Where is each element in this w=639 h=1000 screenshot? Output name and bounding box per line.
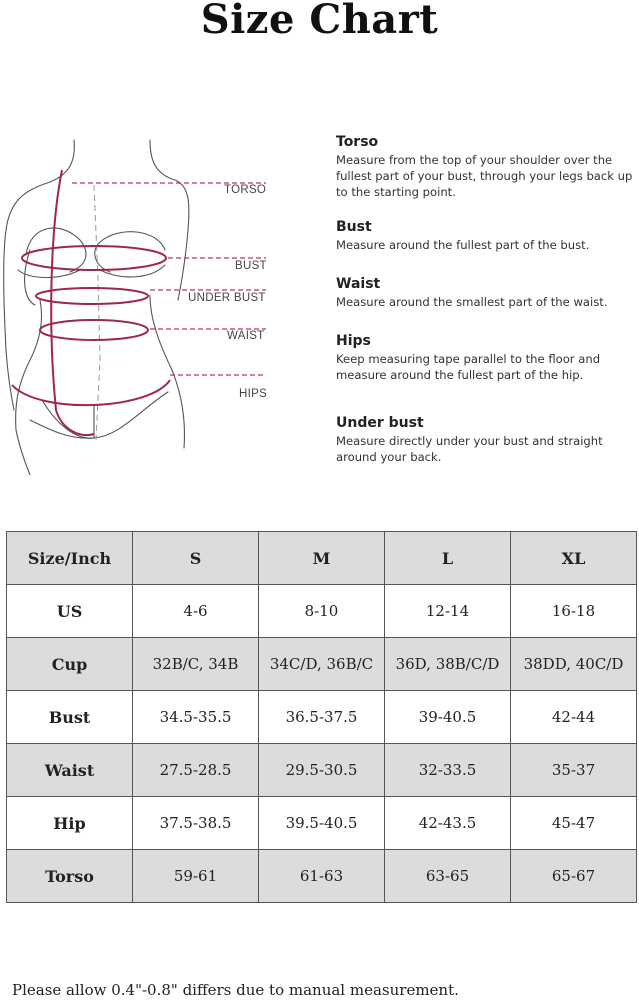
table-cell: 8-10: [259, 585, 385, 638]
table-cell: 4-6: [133, 585, 259, 638]
table-cell: 38DD, 40C/D: [511, 638, 637, 691]
table-cell: 34C/D, 36B/C: [259, 638, 385, 691]
table-row: [7, 638, 637, 691]
table-cell: 29.5-30.5: [259, 744, 385, 797]
hips-description: [336, 333, 636, 383]
table-cell: 63-65: [385, 850, 511, 903]
hips-heading: Hips: [336, 333, 371, 349]
guide-lines: [72, 183, 266, 375]
hips-text: Keep measuring tape parallel to the floor and measure around the fullest part of the hip.: [336, 352, 601, 382]
row-label: Torso: [7, 850, 133, 903]
center-line: [94, 185, 100, 440]
under-bust-loop: [36, 288, 148, 304]
measurement-note: Please allow 0.4"-0.8" differs due to manual measurement.: [12, 981, 459, 999]
under-bust-label: UNDER BUST: [188, 292, 266, 304]
table-cell: 16-18: [511, 585, 637, 638]
waist-heading: Waist: [336, 276, 381, 292]
row-label: Bust: [7, 691, 133, 744]
table-cell: 32-33.5: [385, 744, 511, 797]
bust-text: Measure around the fullest part of the bust.: [336, 238, 590, 252]
table-row: [7, 850, 637, 903]
torso-description: [336, 134, 636, 200]
table-cell: 37.5-38.5: [133, 797, 259, 850]
table-cell: 65-67: [511, 850, 637, 903]
table-cell: 36.5-37.5: [259, 691, 385, 744]
table-cell: 59-61: [133, 850, 259, 903]
bust-heading: Bust: [336, 219, 372, 235]
table-cell: 27.5-28.5: [133, 744, 259, 797]
table-header-cell: M: [259, 532, 385, 585]
under-bust-description: [336, 415, 636, 465]
row-label: Cup: [7, 638, 133, 691]
table-cell: 42-43.5: [385, 797, 511, 850]
bust-description: [336, 219, 636, 253]
hips-label: HIPS: [239, 388, 268, 400]
table-cell: 42-44: [511, 691, 637, 744]
table-header-cell: S: [133, 532, 259, 585]
table-cell: 34.5-35.5: [133, 691, 259, 744]
body-measurement-figure: [0, 130, 300, 475]
table-header-cell: L: [385, 532, 511, 585]
row-label: US: [7, 585, 133, 638]
table-header-cell: Size/Inch: [7, 532, 133, 585]
row-label: Waist: [7, 744, 133, 797]
hips-loop: [12, 380, 170, 405]
waist-label: WAIST: [227, 330, 265, 342]
waist-description: [336, 276, 636, 310]
table-cell: 12-14: [385, 585, 511, 638]
row-label: Hip: [7, 797, 133, 850]
size-table: [6, 531, 637, 903]
waist-text: Measure around the smallest part of the waist.: [336, 295, 608, 309]
table-cell: 39-40.5: [385, 691, 511, 744]
torso-heading: Torso: [336, 134, 379, 150]
under-bust-text: Measure directly under your bust and straight around your back.: [336, 434, 603, 464]
torso-label: TORSO: [224, 184, 267, 196]
table-cell: 35-37: [511, 744, 637, 797]
table-row: [7, 744, 637, 797]
table-header-cell: XL: [511, 532, 637, 585]
bust-label: BUST: [235, 260, 267, 272]
table-cell: 39.5-40.5: [259, 797, 385, 850]
waist-loop: [40, 320, 148, 340]
body-outline: [4, 140, 189, 475]
table-header-row: [7, 532, 637, 585]
table-row: [7, 797, 637, 850]
torso-text: Measure from the top of your shoulder over the fullest part of your bust, through your legs back up to the starting point.: [336, 153, 633, 199]
under-bust-heading: Under bust: [336, 415, 424, 431]
table-cell: 32B/C, 34B: [133, 638, 259, 691]
table-cell: 36D, 38B/C/D: [385, 638, 511, 691]
measurement-loops: [12, 170, 170, 435]
bust-loop: [22, 246, 166, 270]
table-cell: 61-63: [259, 850, 385, 903]
table-row: [7, 585, 637, 638]
table-cell: 45-47: [511, 797, 637, 850]
table-row: [7, 691, 637, 744]
page-title: Size Chart: [200, 0, 439, 43]
